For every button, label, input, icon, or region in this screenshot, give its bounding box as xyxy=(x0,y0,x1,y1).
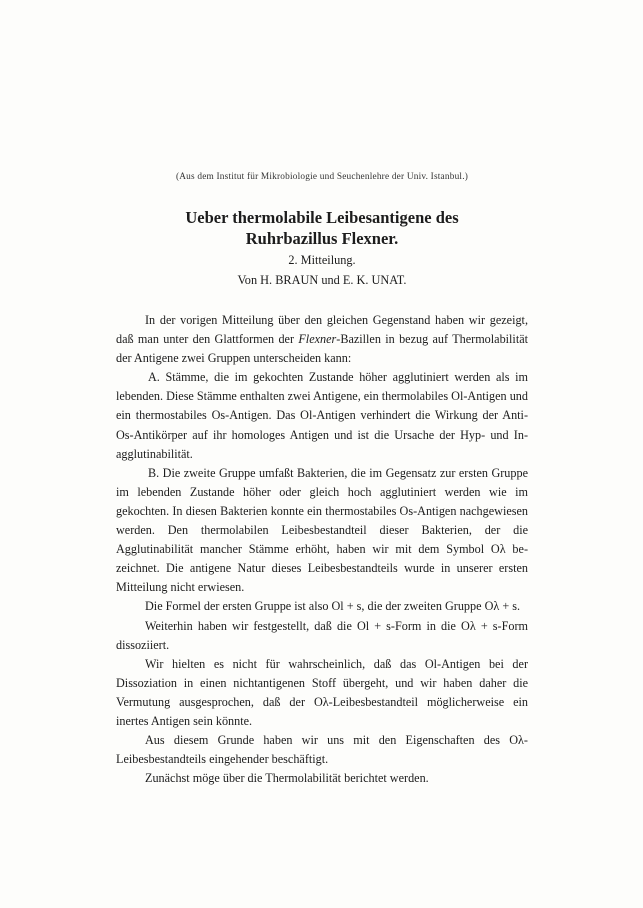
paragraph-intro-part-1: In der vorigen Mitteilung über den gleichen Gegenstand haben wir gezeigt, daß man unter den Glattformen der xyxy=(116,313,528,347)
article-body xyxy=(116,311,528,788)
paragraph-reason: Aus diesem Grunde haben wir uns mit den Eigenschaften des Oλ-Leibesbestandteils eingehender beschäftigt. xyxy=(116,733,528,767)
paragraph-group-b: B. Die zweite Gruppe umfaßt Bakterien, die im Gegensatz zur ersten Gruppe im lebenden Zustande höher oder gleich hoch agglutiniert werden wie im gekochten. In diesen Bakterien konnte ein thermostabiles Os-Antigen nachgewiesen werden. Den thermolabilen Leibesbestandteil dieser Bakterien, der die Agglutinabilität mancher Stämme erhöht, haben wir mit dem Symbol Oλ bezeichnet. Die antigene Natur dieses Leibesbestandteils wurde in unserer ersten Mitteilung nicht erwiesen. xyxy=(116,465,528,595)
paragraph-intro xyxy=(116,311,528,368)
institute-header: (Aus dem Institut für Mikrobiologie und Seuchenlehre der Univ. Istanbul.) xyxy=(175,172,469,182)
paragraph-intro-part-2: -Bazillen in bezug auf Thermolabilität der Antigene zwei Gruppen unterscheiden kann: xyxy=(116,332,529,366)
paragraph-dissociation: Weiterhin haben wir festgestellt, daß die Ol + s-Form in die Oλ + s-Form dissoziiert. xyxy=(116,618,528,652)
paragraph-group-a: A. Stämme, die im gekochten Zustande höher agglutiniert werden als im lebenden. Diese Stämme enthalten zwei Antigene, ein thermolabiles Ol-Antigen und ein thermostabiles Os-Antigen. Das Ol-Antigen verhindert die Wirkung der Anti-Os-Antikörper auf ihr homologes Antigen und ist die Ursache der Hyp- und Inagglutinabilität. xyxy=(116,370,528,461)
paragraph-formula: Die Formel der ersten Gruppe ist also Ol + s, die der zweiten Gruppe Oλ + s. xyxy=(145,599,521,614)
paragraph-thermolability: Zunächst möge über die Thermolabilität berichtet werden. xyxy=(145,771,429,786)
paragraph-hypothesis: Wir hielten es nicht für wahrscheinlich, daß das Ol-Antigen bei der Dissoziation in einen nichtantigenen Stoff übergeht, und wir haben daher die Vermutung ausgesprochen, daß der Oλ-Leibesbestandteil möglicherweise ein inertes Antigen sein könnte. xyxy=(116,656,528,728)
document-page xyxy=(116,172,528,788)
article-title-line-2: Ruhrbazillus Flexner. xyxy=(245,229,399,248)
part-number: 2. Mitteilung. xyxy=(288,253,356,267)
article-title-line-1: Ueber thermolabile Leibesantigene des xyxy=(185,208,459,227)
article-title xyxy=(116,207,528,249)
paragraph-intro-italic: Flexner xyxy=(298,332,337,347)
authors-line: Von H. BRAUN und E. K. UNAT. xyxy=(237,273,407,287)
